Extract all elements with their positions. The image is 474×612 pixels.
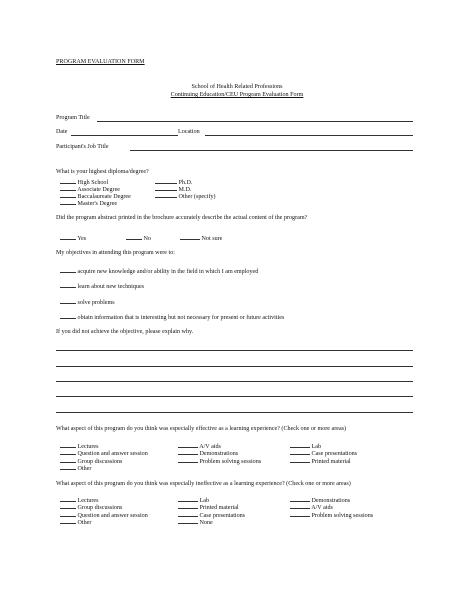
- effective-option[interactable]: Group discussions: [60, 456, 122, 466]
- job-title-field[interactable]: [130, 150, 413, 151]
- degree-option[interactable]: Baccalaureate Degree: [60, 191, 131, 201]
- explain-line[interactable]: [56, 412, 413, 413]
- degree-question: What is your highest diploma/degree?: [56, 169, 149, 175]
- form-subtitle: Continuing Education/CEU Program Evaluation Form: [170, 92, 304, 98]
- ineffective-option[interactable]: Other: [60, 517, 91, 527]
- effective-option[interactable]: A/V aids: [178, 441, 221, 451]
- form-title: PROGRAM EVALUATION FORM: [56, 59, 145, 65]
- degree-option[interactable]: Master's Degree: [60, 198, 117, 208]
- job-title-label: Participant's Job Title: [56, 144, 109, 150]
- effective-option[interactable]: Lectures: [60, 441, 99, 451]
- effective-option[interactable]: Printed material: [290, 456, 351, 466]
- effective-option[interactable]: Question and answer session: [60, 448, 148, 458]
- program-title-field[interactable]: [97, 121, 413, 122]
- objective-option[interactable]: solve problems: [60, 297, 115, 307]
- degree-option[interactable]: M.D.: [155, 184, 191, 194]
- objective-option[interactable]: obtain information that is interesting but not necessary for present or future activities: [60, 312, 284, 322]
- explain-line[interactable]: [56, 350, 413, 351]
- location-label: Location: [178, 129, 200, 135]
- ineffective-option[interactable]: Printed material: [178, 502, 239, 512]
- degree-option[interactable]: Other (specify): [155, 191, 216, 201]
- ineffective-option[interactable]: Demonstrations: [290, 495, 350, 505]
- effective-option[interactable]: Lab: [290, 441, 321, 451]
- objective-option[interactable]: learn about new techniques: [60, 281, 144, 291]
- effective-option[interactable]: Problem solving sessions: [178, 456, 261, 466]
- abstract-option[interactable]: Yes: [60, 233, 86, 243]
- explain-line[interactable]: [56, 366, 413, 367]
- location-field[interactable]: [205, 135, 413, 136]
- degree-option[interactable]: Ph.D.: [155, 177, 192, 187]
- effective-option[interactable]: Other: [60, 463, 91, 473]
- abstract-option[interactable]: Not sure: [180, 233, 222, 243]
- date-label: Date: [56, 129, 68, 135]
- abstract-option[interactable]: No: [126, 233, 151, 243]
- ineffective-option[interactable]: Group discussions: [60, 502, 122, 512]
- ineffective-option[interactable]: Lab: [178, 495, 209, 505]
- effective-question: What aspect of this program do you think was especially effective as a learning experience? (Check one or more areas): [56, 426, 347, 432]
- ineffective-option[interactable]: Question and answer session: [60, 510, 148, 520]
- ineffective-option[interactable]: Case presentations: [178, 510, 245, 520]
- explain-line[interactable]: [56, 396, 413, 397]
- ineffective-option[interactable]: None: [178, 517, 213, 527]
- abstract-question: Did the program abstract printed in the brochure accurately describe the actual content of the program?: [56, 215, 308, 221]
- program-title-label: Program Title: [56, 115, 90, 121]
- ineffective-option[interactable]: Problem solving sessions: [290, 510, 373, 520]
- explain-prompt: If you did not achieve the objective, please explain why.: [56, 329, 194, 335]
- degree-option[interactable]: Associate Degree: [60, 184, 120, 194]
- ineffective-option[interactable]: A/V aids: [290, 502, 333, 512]
- explain-line[interactable]: [56, 381, 413, 382]
- degree-option[interactable]: High School: [60, 177, 108, 187]
- effective-option[interactable]: Demonstrations: [178, 448, 238, 458]
- ineffective-question: What aspect of this program do you think was especially ineffective as a learning experience? (Check one or more areas): [56, 481, 351, 487]
- school-name: School of Health Related Professions: [191, 84, 283, 90]
- objective-option[interactable]: acquire new knowledge and/or ability in the field in which I am employed: [60, 266, 258, 276]
- date-field[interactable]: [71, 135, 178, 136]
- ineffective-option[interactable]: Lectures: [60, 495, 99, 505]
- objectives-question: My objectives in attending this program were to:: [56, 250, 175, 256]
- effective-option[interactable]: Case presentations: [290, 448, 357, 458]
